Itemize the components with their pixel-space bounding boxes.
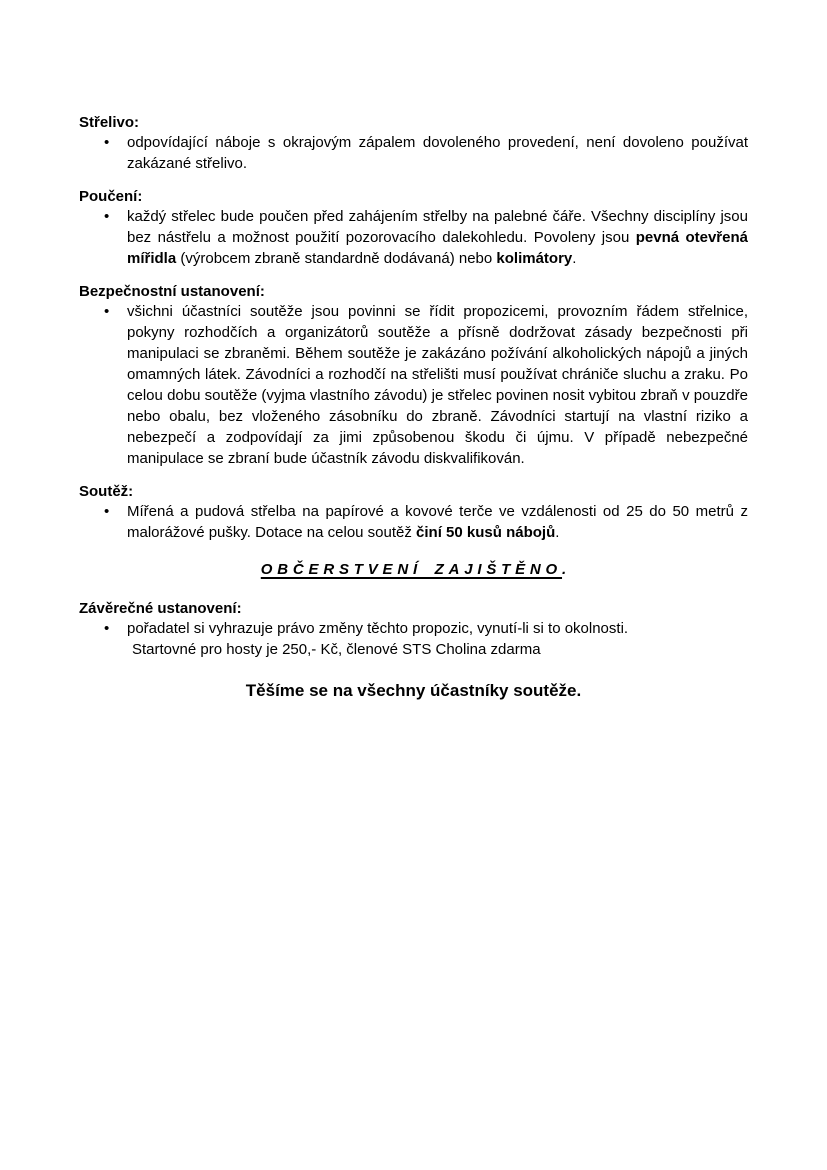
bullet-list (79, 301, 748, 469)
text-run-bold: pevná otevřená mířidla (127, 229, 748, 267)
section-heading: Závěrečné ustanovení: (79, 600, 242, 617)
section-heading: Střelivo: (79, 114, 140, 131)
bullet-marker-icon: • (104, 503, 110, 520)
bullet-list (79, 132, 748, 174)
bullet-list (79, 206, 748, 269)
closing-line: Těšíme se na všechny účastníky soutěže. (245, 681, 582, 700)
text-run: odpovídající náboje s okrajovým zápalem dovoleného provedení, není dovoleno používat zakázané střelivo. (127, 134, 748, 172)
section-heading: Poučení: (79, 188, 143, 205)
document-section (79, 483, 748, 543)
text-run: pořadatel si vyhrazuje právo změny těchto propozic, vynutí-li si to okolnosti. (127, 620, 629, 637)
text-run: každý střelec bude poučen před zahájením střelby na palebné čáře. Všechny disciplíny jsou bez nástřelu a možnost použití pozorovacího dalekohledu. Povoleny jsou (127, 208, 748, 246)
section-heading: Bezpečnostní ustanovení: (79, 283, 265, 300)
bullet-list (79, 618, 748, 639)
text-run: (výrobcem zbraně standardně dodávaná) nebo (176, 250, 497, 267)
text-run-bold: činí 50 kusů nábojů (416, 524, 556, 541)
text-run: všichni účastníci soutěže jsou povinni se řídit propozicemi, provozním řádem střelnice, pokyny rozhodčích a organizátorů soutěže a přísně dodržovat zásady bezpečnosti při manipulaci se zbraněmi. Během soutěže je zakázáno požívání alkoholických nápojů a jiných omamných látek. Závodníci a rozhodčí na střelišti musí používat chrániče sluchu a zraku. Po celou dobu soutěže (vyjma vlastního závodu) je střelec povinen nosit vybitou zbraň v pouzdře nebo obalu, bez vloženého zásobníku do zbraně. Závodníci startují na vlastní riziko a nebezpečí a zodpovídají za jimi způsobenou škodu či újmu. V případě nebezpečné manipulace se zbraní bude účastník závodu diskvalifikován. (127, 303, 748, 467)
text-run: Mířená a pudová střelba na papírové a kovové terče ve vzdálenosti od 25 do 50 metrů z malorážové pušky. Dotace na celou soutěž (127, 503, 748, 541)
bullet-item (104, 301, 748, 469)
bullet-item (104, 618, 748, 639)
text-run: . (555, 524, 560, 541)
document-section (79, 283, 748, 469)
bullet-marker-icon: • (104, 134, 110, 151)
document-section (79, 188, 748, 269)
refreshment-banner-period: . (562, 561, 567, 578)
bullet-marker-icon: • (104, 620, 110, 637)
bullet-marker-icon: • (104, 208, 110, 225)
plain-line: Startovné pro hosty je 250,- Kč, členové STS Cholina zdarma (132, 641, 541, 658)
bullet-list (79, 501, 748, 543)
bullet-item (104, 132, 748, 174)
refreshment-banner (79, 559, 748, 580)
text-run-bold: kolimátory (496, 250, 573, 267)
document-section (79, 114, 748, 174)
refreshment-banner-text: OBČERSTVENÍ ZAJIŠTĚNO (260, 561, 563, 578)
bullet-marker-icon: • (104, 303, 110, 320)
bullet-item (104, 501, 748, 543)
section-heading: Soutěž: (79, 483, 134, 500)
text-run: . (572, 250, 577, 267)
bullet-item (104, 206, 748, 269)
document-section (79, 600, 748, 660)
